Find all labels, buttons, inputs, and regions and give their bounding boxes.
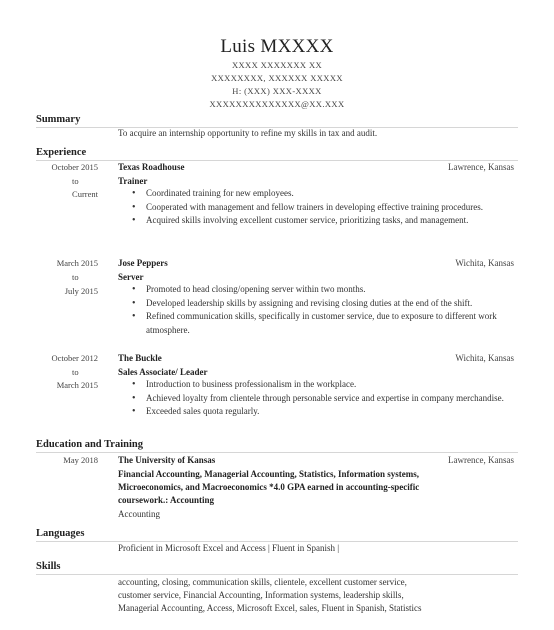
job-location: Wichita, Kansas (455, 353, 514, 363)
job-duty-item: • Acquired skills involving excellent customer service, prioritizing tasks, and management. (130, 214, 510, 228)
education-coursework-line: Financial Accounting, Managerial Accounting, Statistics, Information systems, (118, 469, 419, 479)
job-company: Texas Roadhouse (118, 162, 185, 172)
summary-text: To acquire an internship opportunity to refine my skills in tax and audit. (118, 128, 378, 138)
job-role: Trainer (118, 176, 148, 186)
education-school: The University of Kansas (118, 455, 216, 465)
skills-line: customer service, Financial Accounting, Information systems, leadership skills, (118, 590, 404, 600)
education-location: Lawrence, Kansas (448, 455, 514, 465)
job-date-separator: to (72, 367, 79, 377)
languages-heading: Languages (36, 528, 85, 539)
skills-heading: Skills (36, 561, 61, 572)
job-role: Sales Associate/ Leader (118, 367, 208, 377)
job-duty-item: • Coordinated training for new employees. (130, 187, 510, 201)
job-role: Server (118, 272, 144, 282)
education-coursework-line: coursework.: Accounting (118, 495, 214, 505)
job-date-separator: to (72, 272, 79, 282)
job-start-date: March 2015 (56, 258, 98, 268)
skills-line: accounting, closing, communication skills, clientele, excellent customer service, (118, 577, 407, 587)
languages-text: Proficient in Microsoft Excel and Access | Fluent in Spanish | (118, 543, 340, 553)
education-coursework-line: Microeconomics, and Macroeconomics *4.0 GPA earned in accounting-specific (118, 482, 420, 492)
education-major: Accounting (118, 509, 160, 519)
section-divider (36, 541, 518, 542)
job-end-date: July 2015 (64, 286, 98, 296)
job-location: Wichita, Kansas (455, 258, 514, 268)
summary-heading: Summary (36, 114, 81, 125)
job-duty-item: • Developed leadership skills by assigning and revising closing duties at the end of the shift. (130, 297, 520, 311)
job-date-separator: to (72, 176, 79, 186)
section-divider (36, 160, 518, 161)
job-end-date: Current (72, 189, 98, 199)
contact-city-line: XXXXXXXX, XXXXXX XXXXX (211, 73, 343, 83)
job-duties-list (130, 187, 510, 228)
contact-email-line: XXXXXXXXXXXXXX@XX.XXX (209, 99, 345, 109)
job-duty-item: • Promoted to head closing/opening server within two months. (130, 283, 520, 297)
candidate-name: Luis MXXXX (220, 36, 334, 57)
job-duty-item: • Refined communication skills, specifically in customer service, due to exposure to different work atmosphere. (130, 310, 520, 337)
education-date: May 2018 (63, 455, 98, 465)
skills-line: Managerial Accounting, Access, Microsoft Excel, sales, Fluent in Spanish, Statistics (118, 603, 422, 613)
contact-address-line: XXXX XXXXXXX XX (231, 60, 323, 70)
job-company: Jose Peppers (118, 258, 168, 268)
contact-phone-line: H: (XXX) XXX-XXXX (232, 86, 322, 96)
job-duties-list (130, 378, 516, 419)
job-start-date: October 2012 (51, 353, 98, 363)
job-end-date: March 2015 (56, 380, 98, 390)
job-duty-item: • Achieved loyalty from clientele through personable service and expertise in company merchandise. (130, 392, 516, 406)
job-duty-item: • Introduction to business professionalism in the workplace. (130, 378, 516, 392)
job-duties-list (130, 283, 520, 337)
experience-heading: Experience (36, 147, 87, 158)
job-location: Lawrence, Kansas (448, 162, 514, 172)
job-duty-item: • Exceeded sales quota regularly. (130, 405, 516, 419)
job-duty-item: • Cooperated with management and fellow trainers in developing effective training procedures. (130, 201, 510, 215)
job-company: The Buckle (118, 353, 162, 363)
job-start-date: October 2015 (51, 162, 98, 172)
education-heading: Education and Training (36, 439, 143, 450)
section-divider (36, 574, 518, 575)
section-divider (36, 452, 518, 453)
